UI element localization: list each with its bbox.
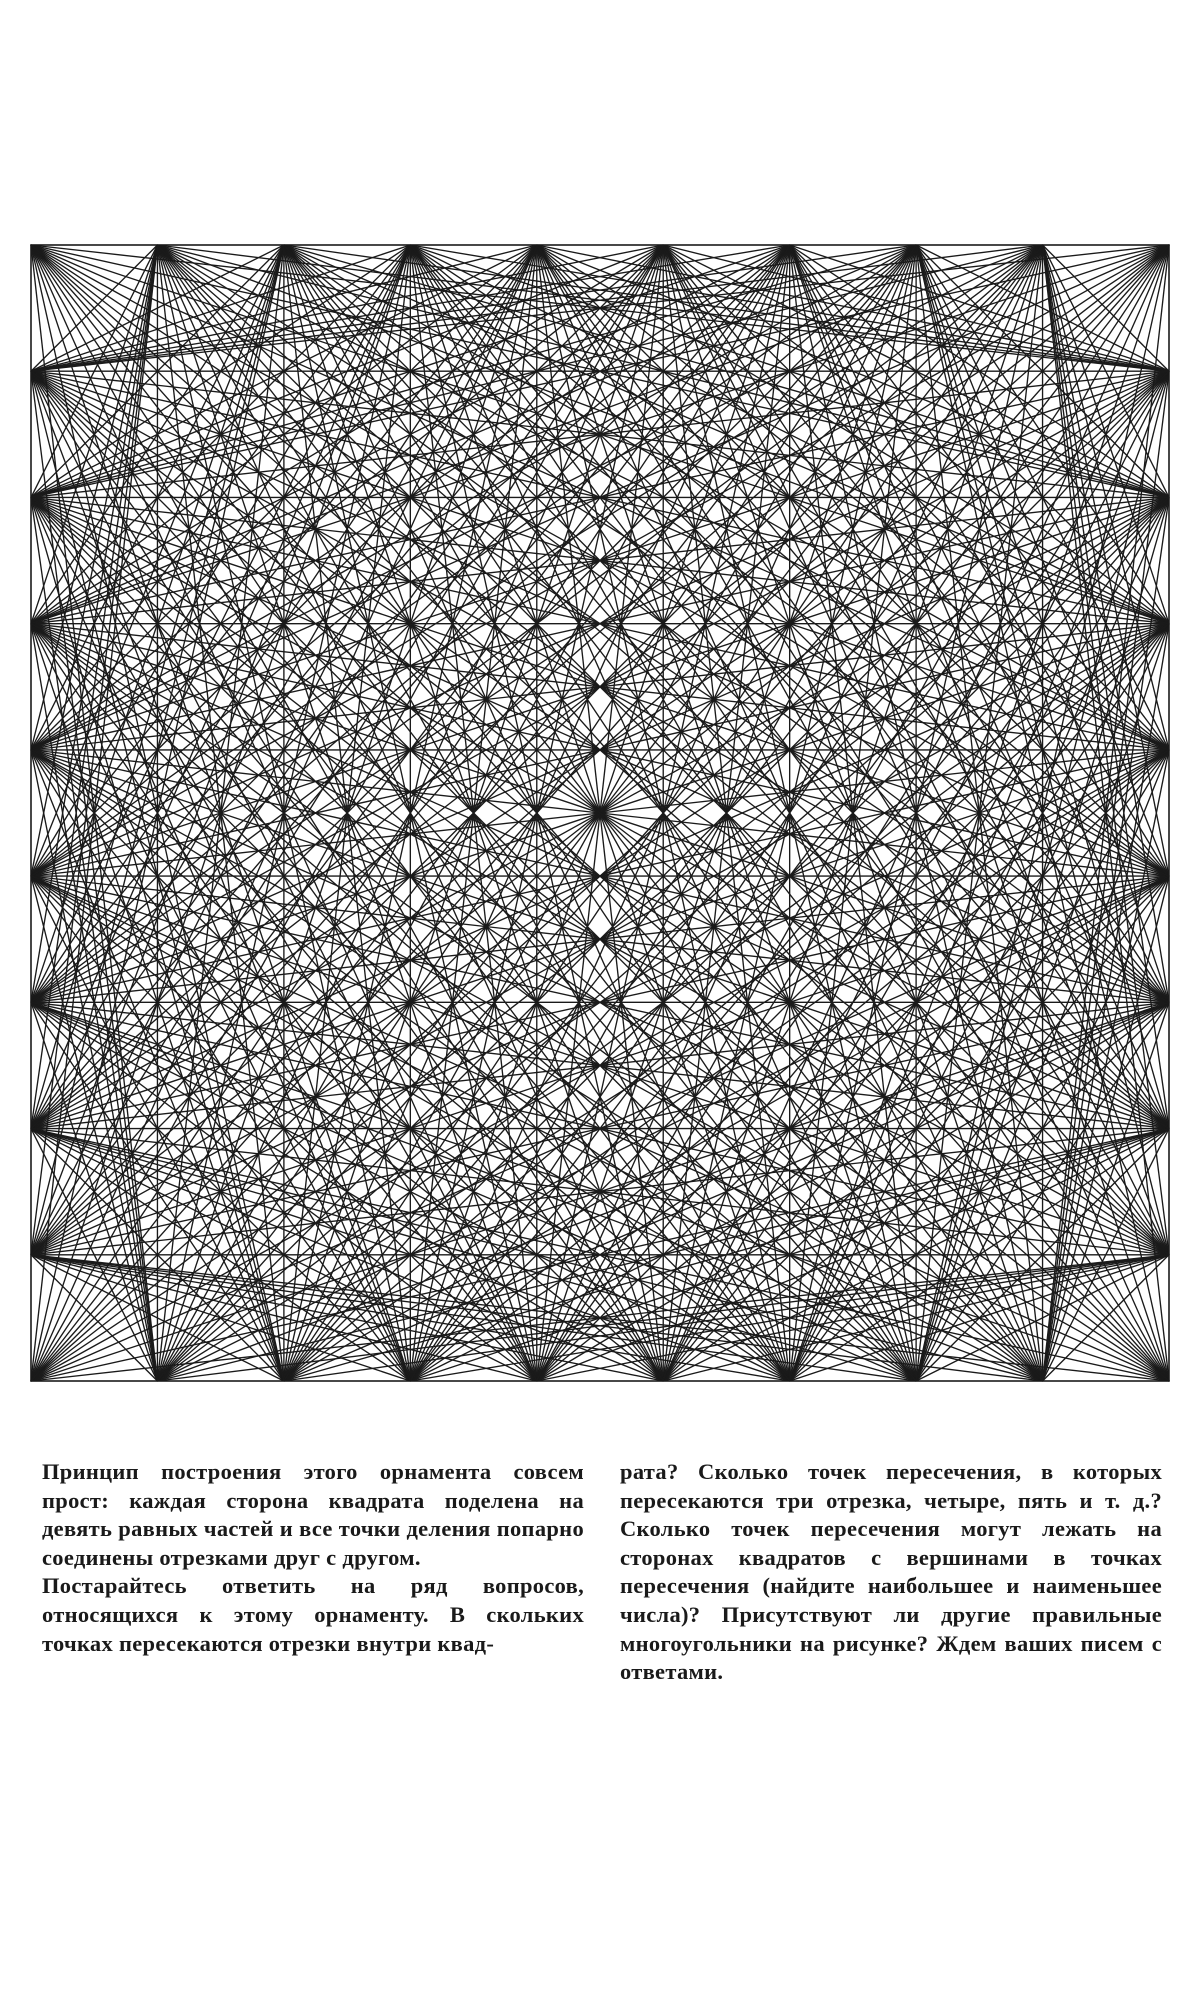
ornament-figure xyxy=(30,244,1170,1382)
ornament-svg xyxy=(30,244,1170,1382)
paragraph-construction-principle: Принцип построения этого орнамента совсем прост: каждая сторона квадрата поделена на девять равных частей и все точки деления попарно соединены отрезками друг с другом. xyxy=(42,1459,584,1570)
paragraph-questions-intro: Постарайтесь ответить на ряд вопросов, относящихся к этому орнаменту. В скольких точках пересекаются отрезки внутри квад- xyxy=(42,1573,584,1656)
text-column-right xyxy=(620,1458,1162,1687)
text-column-left xyxy=(42,1458,584,1658)
ornament-lines xyxy=(31,245,1169,1381)
paragraph-questions-continued: рата? Сколько точек пересечения, в которых пересекаются три отрезка, четыре, пять и т. д.? Сколько точек пересечения могут лежать на сторонах квадратов с вершинами в точках пересечения (найдите наибольшее и наименьшее числа)? Присутствуют ли другие правильные многоугольники на рисунке? Ждем ваших писем с ответами. xyxy=(620,1459,1162,1685)
caption-text xyxy=(42,1458,1162,1688)
